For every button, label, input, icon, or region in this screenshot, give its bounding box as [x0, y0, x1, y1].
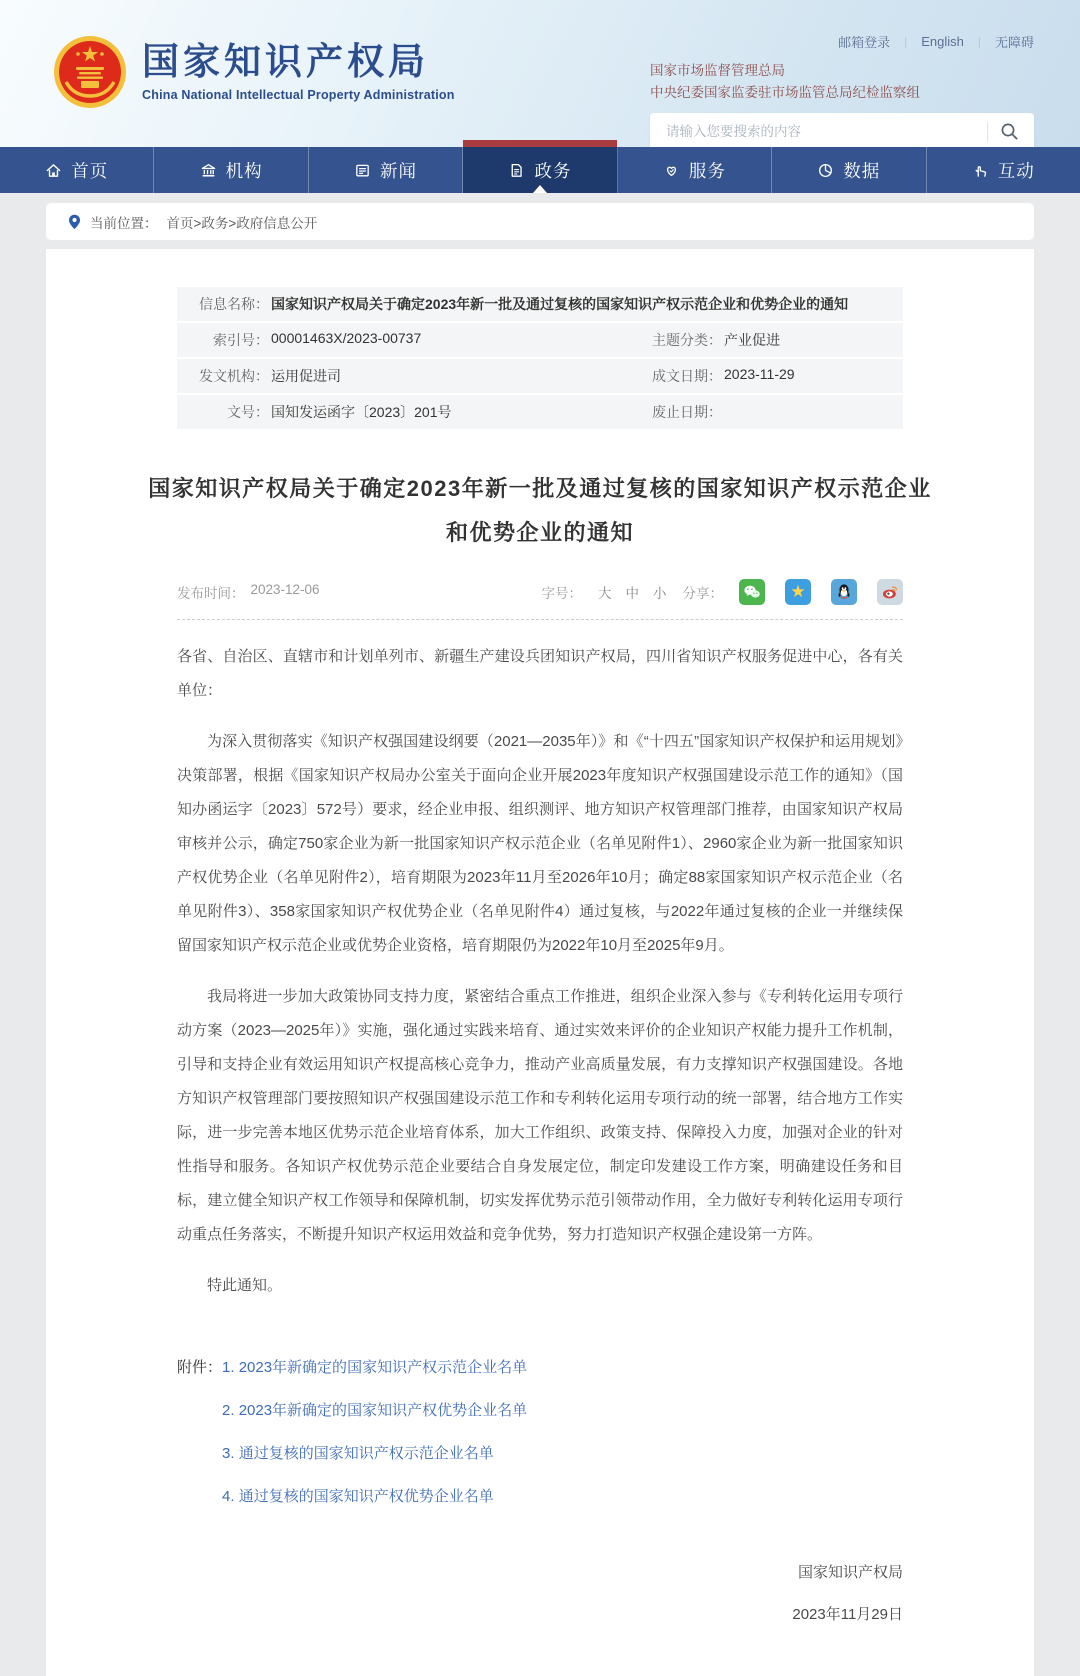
- info-cell: [177, 402, 642, 422]
- attachment-link-3[interactable]: 3. 通过复核的国家知识产权示范企业名单: [222, 1445, 494, 1462]
- search-input[interactable]: [664, 123, 987, 140]
- meta-body-divider: [177, 619, 903, 620]
- publish-time: [177, 582, 320, 602]
- article-title: 国家知识产权局关于确定2023年新一批及通过复核的国家知识产权示范企业和优势企业的通知: [148, 476, 932, 545]
- attachment-link-4[interactable]: 4. 通过复核的国家知识产权优势企业名单: [222, 1488, 494, 1505]
- article-body: [177, 640, 903, 1303]
- info-row-index: [177, 323, 903, 359]
- info-label: 索引号：: [213, 332, 269, 348]
- info-cell: [642, 330, 780, 350]
- publish-time-value: 2023-12-06: [250, 582, 320, 597]
- attachment-link-2[interactable]: 2. 2023年新确定的国家知识产权优势企业名单: [222, 1402, 528, 1419]
- closing-paragraph: 特此通知。: [207, 1277, 283, 1294]
- attachments-section: [177, 1359, 903, 1506]
- header-right: [650, 32, 1034, 151]
- interact-icon: [972, 162, 989, 179]
- article-meta-row: [177, 579, 903, 605]
- breadcrumb-path[interactable]: 首页>政务>政府信息公开: [166, 215, 318, 231]
- site-subtitle: China National Intellectual Property Administration: [142, 87, 455, 102]
- info-label: 废止日期：: [652, 404, 722, 420]
- search-bar: [650, 113, 1034, 151]
- info-label: 信息名称：: [199, 296, 269, 312]
- data-icon: [817, 162, 834, 179]
- info-label: 成文日期：: [652, 368, 722, 384]
- info-row-docno: [177, 395, 903, 429]
- main-nav: [0, 147, 1080, 193]
- signature-org: 国家知识产权局: [797, 1564, 903, 1581]
- search-icon: [1000, 122, 1019, 141]
- info-cell: [642, 366, 795, 386]
- publish-time-label: 发布时间：: [177, 586, 245, 601]
- nav-item-service[interactable]: [618, 147, 772, 193]
- info-value: 产业促进: [724, 332, 780, 348]
- samr-link[interactable]: 国家市场监督管理总局: [650, 63, 785, 78]
- attachment-link-1[interactable]: 1. 2023年新确定的国家知识产权示范企业名单: [222, 1359, 528, 1376]
- attachments-list: [222, 1359, 527, 1506]
- discipline-inspection-link[interactable]: 中央纪委国家监委驻市场监管总局纪检监察组: [650, 85, 920, 101]
- nav-item-label: 机构: [225, 160, 263, 181]
- info-label: 主题分类：: [652, 332, 722, 348]
- nav-item-data[interactable]: [772, 147, 926, 193]
- nav-item-gov-affairs[interactable]: [463, 147, 617, 193]
- nav-item-label: 首页: [71, 160, 109, 181]
- link-divider: |: [904, 34, 908, 49]
- salutation-paragraph: 各省、自治区、直辖市和计划单列市、新疆生产建设兵团知识产权局，四川省知识产权服务促进中心，各有关单位：: [177, 648, 903, 699]
- info-label: 文号：: [227, 404, 269, 420]
- signature-date: 2023年11月29日: [792, 1606, 903, 1623]
- body-paragraph: 我局将进一步加大政策协同支持力度，紧密结合重点工作推进，组织企业深入参与《专利转化运用专项行动方案（2023—2025年）》实施，强化通过实践来培育、通过实效来评价的企业知识产权能力提升工作机制，引导和支持企业有效运用知识产权提高核心竞争力，推动产业高质量发展，有力支撑知识产权强国建设。各地方知识产权管理部门要按照知识产权强国建设示范工作和专利转化运用专项行动的统一部署，结合地方工作实际，进一步完善本地区优势示范企业培育体系，加大工作组织、政策支持、保障投入力度，加强对企业的针对性指导和服务。各知识产权优势示范企业要结合自身发展定位，制定印发建设工作方案，明确建设任务和目标，建立健全知识产权工作领导和保障机制，切实发挥优势示范引领带动作用，全力做好专利转化运用专项行动重点任务落实，不断提升知识产权运用效益和竞争优势，努力打造知识产权强企建设第一方阵。: [177, 988, 903, 1243]
- accessibility-link[interactable]: 无障碍: [994, 35, 1034, 50]
- english-link[interactable]: English: [921, 34, 964, 49]
- fontsize-medium-button[interactable]: 中: [625, 586, 639, 601]
- site-title: 国家知识产权局: [142, 41, 429, 83]
- link-divider: |: [977, 34, 981, 49]
- institution-icon: [200, 162, 217, 179]
- info-cell: [642, 402, 724, 422]
- info-row-issuer: [177, 359, 903, 395]
- gov-affairs-icon: [508, 162, 525, 179]
- qq-share-icon[interactable]: [831, 579, 857, 605]
- breadcrumb-label: 当前位置：: [90, 215, 158, 231]
- home-icon: [45, 162, 62, 179]
- info-value: 国知发运函字〔2023〕201号: [271, 404, 452, 420]
- meta-tools: [542, 579, 904, 605]
- fontsize-label: 字号：: [541, 586, 582, 601]
- fontsize-options: [598, 582, 667, 602]
- nav-item-home[interactable]: [0, 147, 154, 193]
- share-icons: [739, 579, 903, 605]
- search-button[interactable]: [988, 113, 1030, 151]
- related-gov-links: [650, 60, 1034, 105]
- nav-item-news[interactable]: [309, 147, 463, 193]
- fontsize-small-button[interactable]: 小: [653, 586, 667, 601]
- info-row-name: [177, 287, 903, 323]
- info-value: 00001463X/2023-00737: [271, 330, 422, 346]
- attachments-label: 附件：: [177, 1359, 223, 1376]
- site-header: [0, 0, 1080, 147]
- info-value: 2023-11-29: [724, 366, 795, 382]
- share-label: 分享：: [682, 586, 723, 601]
- body-paragraph: 为深入贯彻落实《知识产权强国建设纲要（2021—2035年）》和《“十四五”国家知识产权保护和运用规划》决策部署，根据《国家知识产权局办公室关于面向企业开展2023年度知识产权强国建设示范工作的通知》（国知办函运字〔2023〕572号）要求，经企业申报、组织测评、地方知识产权管理部门推荐，由国家知识产权局审核并公示，确定750家企业为新一批国家知识产权示范企业（名单见附件1）、2960家企业为新一批国家知识产权优势企业（名单见附件2），培育期限为2023年11月至2026年10月；确定88家国家知识产权示范企业（名单见附件3）、358家国家知识产权优势企业（名单见附件4）通过复核，与2022年通过复核的企业一并继续保留国家知识产权示范企业或优势企业资格，培育期限仍为2022年10月至2025年9月。: [177, 733, 903, 954]
- nav-item-label: 新闻: [380, 160, 418, 181]
- info-value: [722, 402, 724, 422]
- news-icon: [354, 162, 371, 179]
- nav-item-label: 数据: [843, 160, 881, 181]
- wechat-share-icon[interactable]: [739, 579, 765, 605]
- info-cell: [177, 366, 642, 386]
- mail-login-link[interactable]: 邮箱登录: [838, 35, 891, 50]
- active-tab-pointer: [533, 185, 547, 193]
- nav-item-label: 互动: [997, 160, 1035, 181]
- fontsize-large-button[interactable]: 大: [598, 586, 612, 601]
- qzone-share-icon[interactable]: ★: [785, 579, 811, 605]
- national-emblem-logo: [52, 34, 128, 110]
- nav-item-label: 政务: [534, 160, 572, 181]
- site-brand[interactable]: [52, 34, 455, 110]
- nav-item-institution[interactable]: [154, 147, 308, 193]
- info-value: 运用促进司: [271, 368, 341, 384]
- weibo-share-icon[interactable]: [877, 579, 903, 605]
- top-links: [650, 32, 1034, 51]
- breadcrumb: [46, 203, 1034, 240]
- info-value: 国家知识产权局关于确定2023年新一批及通过复核的国家知识产权示范企业和优势企业的通知: [271, 296, 849, 312]
- content-panel: [46, 249, 1034, 1676]
- location-pin-icon: [68, 214, 81, 230]
- signature-section: [177, 1552, 903, 1636]
- nav-item-interact[interactable]: [927, 147, 1080, 193]
- signature-block: [792, 1552, 903, 1636]
- nav-item-label: 服务: [688, 160, 726, 181]
- info-cell: [177, 330, 642, 350]
- document-info-table: [177, 287, 903, 429]
- service-icon: [663, 162, 680, 179]
- brand-text: [142, 42, 455, 102]
- info-label: 发文机构：: [199, 368, 269, 384]
